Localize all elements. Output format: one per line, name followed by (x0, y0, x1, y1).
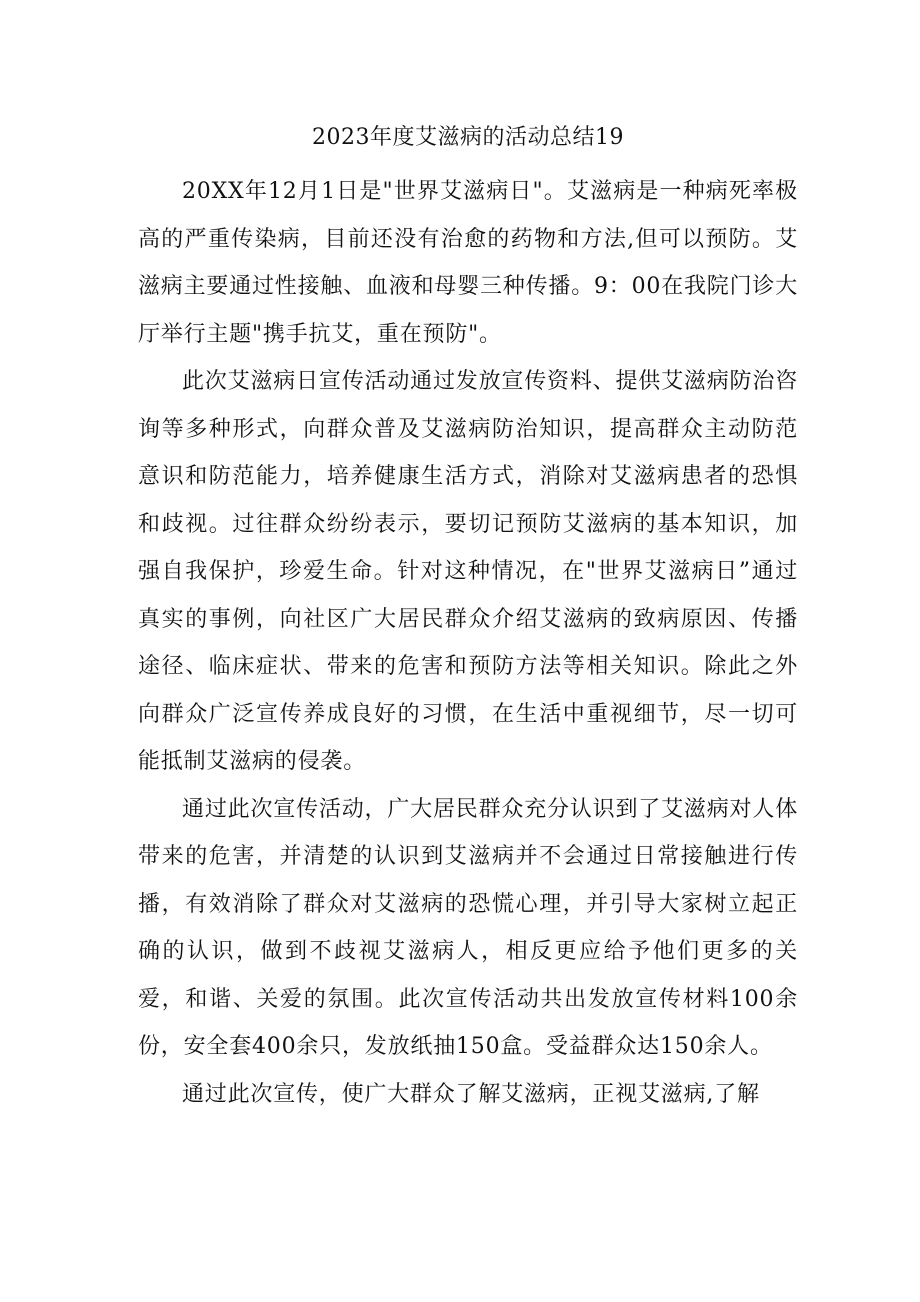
paragraph-4: 通过此次宣传，使广大群众了解艾滋病，正视艾滋病,了解 (182, 1081, 760, 1107)
paragraph-3: 通过此次宣传活动，广大居民群众充分认识到了艾滋病对人体带来的危害，并清楚的认识到艾滋病并不会通过日常接触进行传播，有效消除了群众对艾滋病的恐慌心理，并引导大家树立起正确的认识，做到不歧视艾滋病人，相反更应给予他们更多的关爱，和谐、关爱的氛围。此次宣传活动共出发放宣传材料100余份，安全套400余只，发放纸抽150盒。受益群众达150余人。 (138, 796, 798, 1059)
paragraph-2: 此次艾滋病日宣传活动通过发放宣传资料、提供艾滋病防治咨询等多种形式，向群众普及艾滋病防治知识，提高群众主动防范意识和防范能力，培养健康生活方式，消除对艾滋病患者的恐惧和歧视。过往群众纷纷表示，要切记预防艾滋病的基本知识，加强自我保护，珍爱生命。针对这种情况，在"世界艾滋病日”通过真实的事例，向社区广大居民群众介绍艾滋病的致病原因、传播途径、临床症状、带来的危害和预防方法等相关知识。除此之外向群众广泛宣传养成良好的习惯，在生活中重视细节，尽一切可能抵制艾滋病的侵袭。 (138, 369, 798, 774)
document-page (138, 118, 798, 1118)
document-title: 2023年度艾滋病的活动总结19 (312, 125, 624, 150)
paragraph-1: 20XX年12月1日是"世界艾滋病日"。艾滋病是一种病死率极高的严重传染病，目前还没有治愈的药物和方法,但可以预防。艾滋病主要通过性接触、血液和母婴三种传播。9：00在我院门诊大厅举行主题"携手抗艾，重在预防"。 (138, 179, 798, 347)
